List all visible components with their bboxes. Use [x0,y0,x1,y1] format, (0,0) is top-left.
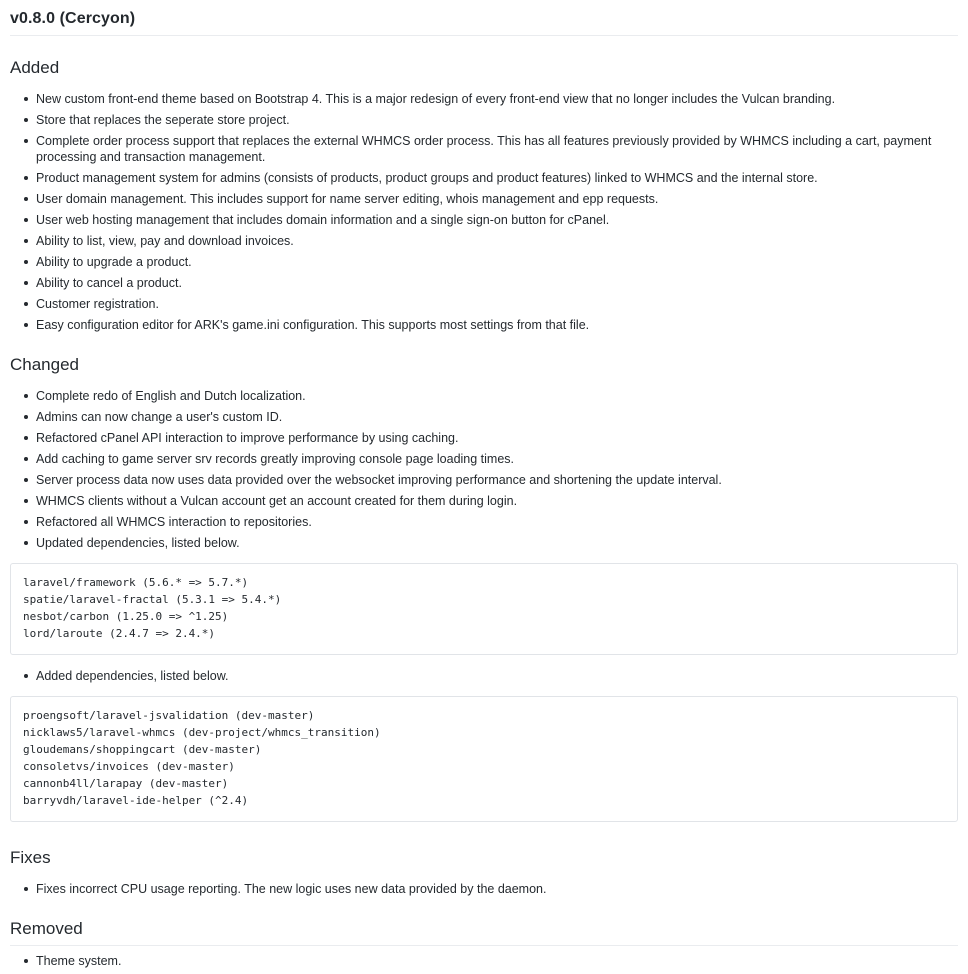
added-dependencies-note-list [10,668,958,684]
list-item: Admins can now change a user's custom ID. [10,409,958,425]
code-line: consoletvs/invoices (dev-master) [23,760,235,773]
code-line: lord/laroute (2.4.7 => 2.4.*) [23,627,216,640]
list-item: User web hosting management that includes domain information and a single sign-on button for cPanel. [10,212,958,228]
code-line: nicklaws5/laravel-whmcs (dev-project/whmcs_transition) [23,726,381,739]
list-item: Store that replaces the seperate store project. [10,112,958,128]
list-item: User domain management. This includes support for name server editing, whois management and epp requests. [10,191,958,207]
list-item: Refactored all WHMCS interaction to repositories. [10,514,958,530]
removed-list [10,953,958,969]
section-removed [10,919,958,969]
code-line: barryvdh/laravel-ide-helper (^2.4) [23,794,249,807]
code-line: spatie/laravel-fractal (5.3.1 => 5.4.*) [23,593,282,606]
changed-list [10,388,958,551]
list-item: Complete order process support that replaces the external WHMCS order process. This has all features previously provided by WHMCS including a cart, payment processing and transaction management. [10,133,958,165]
code-line: cannonb4ll/larapay (dev-master) [23,777,229,790]
section-heading-added: Added [10,58,60,77]
section-heading-removed: Removed [10,919,958,946]
added-dependencies-code-block [10,696,958,822]
list-item: Customer registration. [10,296,958,312]
updated-dependencies-code-block [10,563,958,655]
list-item: Theme system. [10,953,958,969]
section-fixes [10,848,958,897]
section-heading-fixes: Fixes [10,848,51,867]
list-item: Added dependencies, listed below. [10,668,958,684]
list-item: Ability to list, view, pay and download invoices. [10,233,958,249]
section-added [10,58,958,333]
section-changed [10,355,958,822]
list-item: Fixes incorrect CPU usage reporting. The new logic uses new data provided by the daemon. [10,881,958,897]
section-heading-changed: Changed [10,355,80,374]
code-line: nesbot/carbon (1.25.0 => ^1.25) [23,610,229,623]
code-line: proengsoft/laravel-jsvalidation (dev-master) [23,709,315,722]
code-line: laravel/framework (5.6.* => 5.7.*) [23,576,249,589]
list-item: Add caching to game server srv records greatly improving console page loading times. [10,451,958,467]
list-item: Product management system for admins (consists of products, product groups and product features) linked to WHMCS and the internal store. [10,170,958,186]
code-line: gloudemans/shoppingcart (dev-master) [23,743,262,756]
list-item: Complete redo of English and Dutch localization. [10,388,958,404]
list-item: Server process data now uses data provided over the websocket improving performance and shortening the update interval. [10,472,958,488]
release-title: v0.8.0 (Cercyon) [10,10,958,36]
list-item: Easy configuration editor for ARK's game.ini configuration. This supports most settings from that file. [10,317,958,333]
list-item: New custom front-end theme based on Bootstrap 4. This is a major redesign of every front-end view that no longer includes the Vulcan branding. [10,91,958,107]
list-item: Updated dependencies, listed below. [10,535,958,551]
list-item: Refactored cPanel API interaction to improve performance by using caching. [10,430,958,446]
list-item: Ability to cancel a product. [10,275,958,291]
added-list [10,91,958,333]
fixes-list [10,881,958,897]
list-item: Ability to upgrade a product. [10,254,958,270]
list-item: WHMCS clients without a Vulcan account get an account created for them during login. [10,493,958,509]
